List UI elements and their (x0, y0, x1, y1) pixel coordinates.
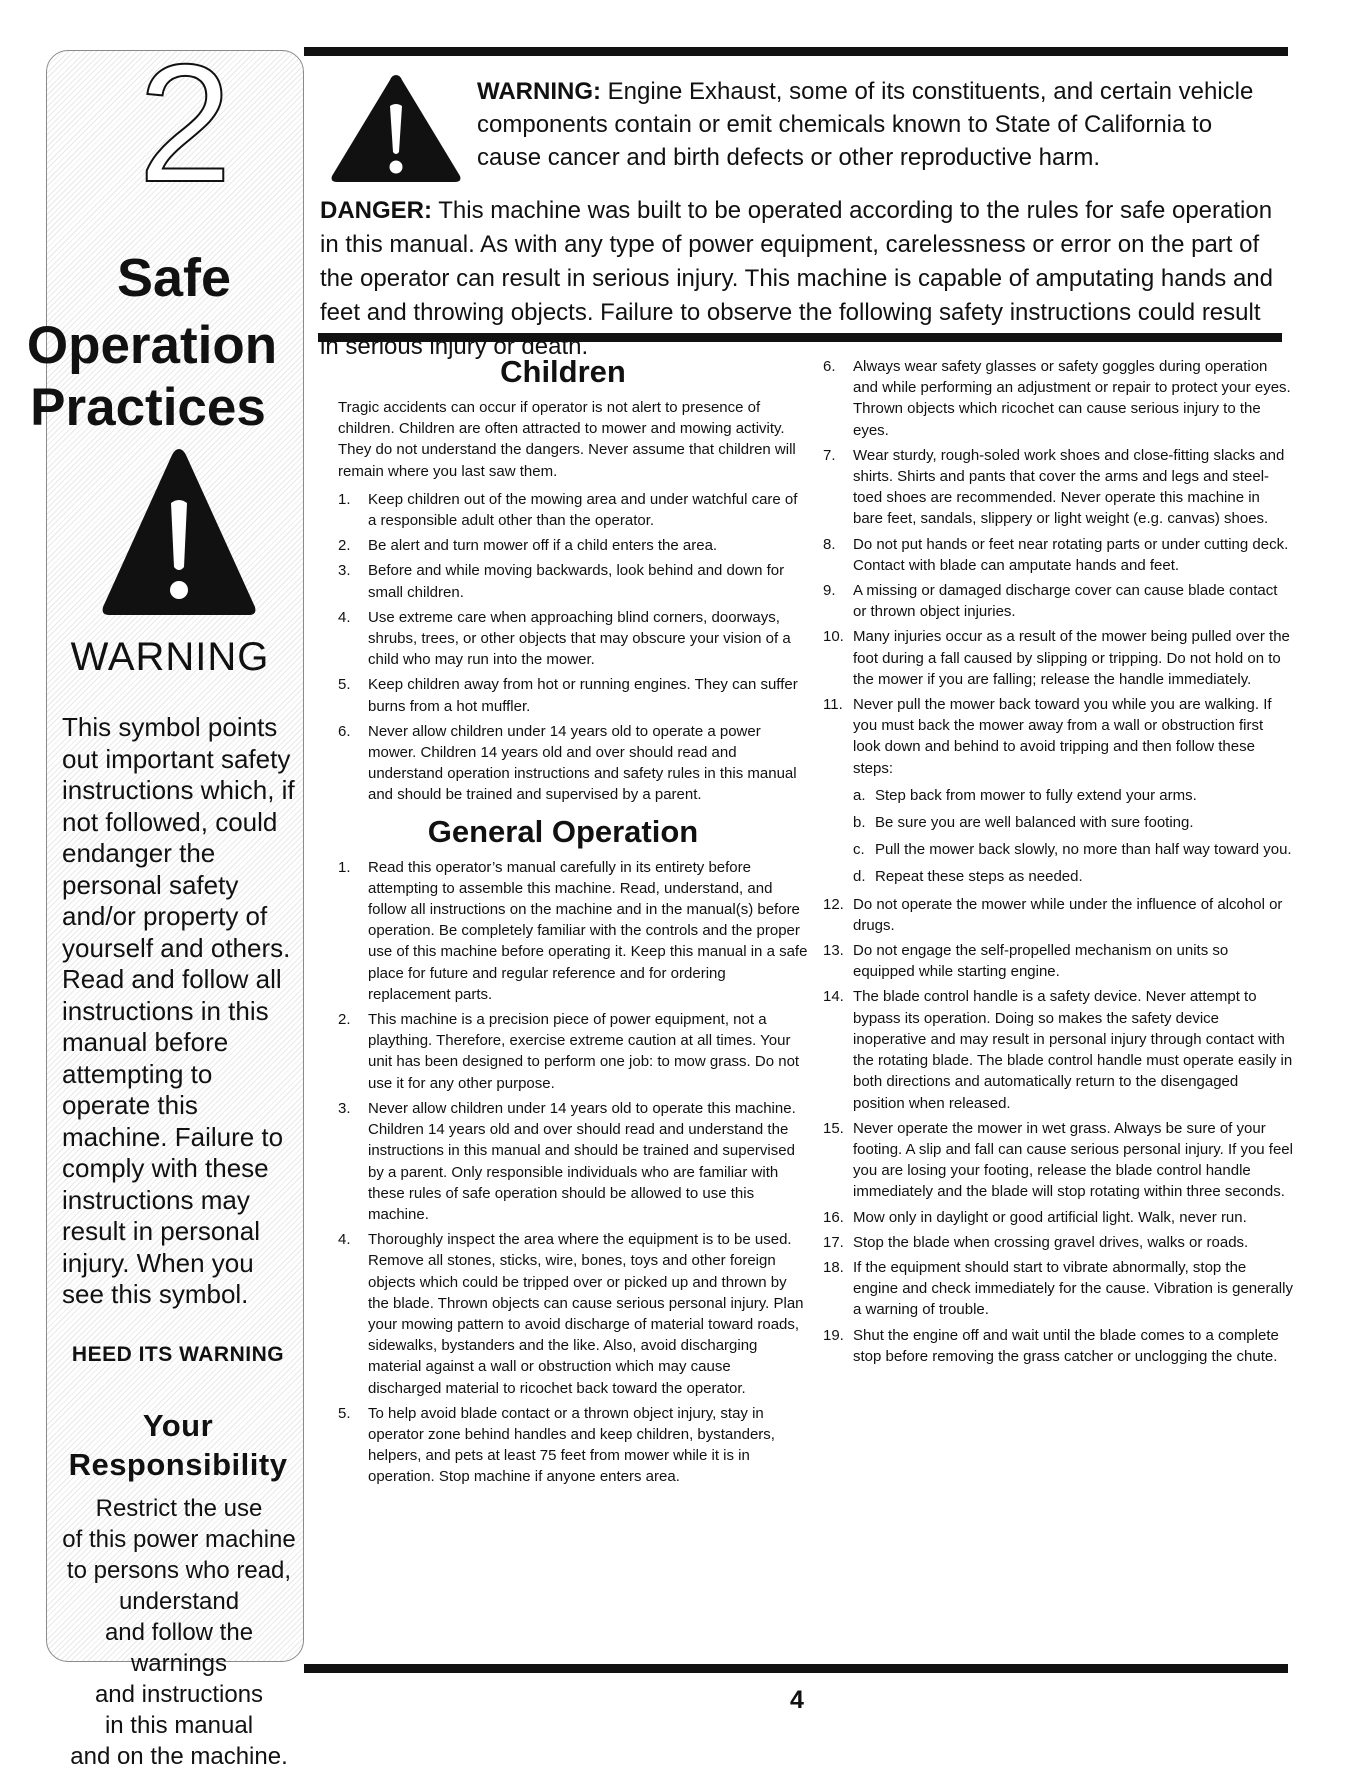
chapter-number: 2 (138, 29, 232, 217)
list-item (823, 1232, 1293, 1253)
list-item (338, 489, 808, 531)
responsibility-title: Responsibility (68, 1447, 288, 1482)
page-number: 4 (790, 1686, 804, 1714)
warning-text: Engine Exhaust, some of its constituents, and certain vehicle components contain or emit chemicals known to State of California to cause cancer and birth defects or other reproductive harm. (477, 78, 1254, 171)
item-number: 15. (823, 1119, 844, 1137)
sub-item (853, 812, 1293, 833)
item-number: 9. (823, 582, 836, 600)
sidebar-title-safe: Safe (116, 248, 232, 308)
item-number: 4. (338, 1231, 351, 1249)
sidebar-warning-body: This symbol points out important safety instructions which, if not followed, could endanger the personal safety and/or property of yourself and others. Read and follow all instructions in this manual before attempting to operate this machine. Failure to comply with these instructions may result in personal injury. When you see this symbol. (62, 712, 295, 1309)
general-operation-list (338, 857, 808, 1488)
sub-item (853, 839, 1293, 860)
item-number: 5. (338, 676, 351, 694)
item-text: Keep children away from hot or running engines. They can suffer burns from a hot muffler. (368, 676, 798, 715)
list-item (823, 894, 1293, 936)
danger-notice (320, 194, 1280, 364)
sidebar-title-practices: Practices (30, 378, 266, 437)
danger-label: DANGER: (320, 197, 432, 224)
sub-item-text: Be sure you are well balanced with sure footing. (875, 814, 1194, 832)
responsibility-line: and instructions (94, 1681, 264, 1708)
responsibility-line: and follow the warnings (104, 1619, 254, 1677)
item-number: 4. (338, 608, 351, 626)
item-number: 10. (823, 628, 844, 646)
warning-triangle-icon (99, 445, 259, 617)
warning-label: WARNING: (477, 78, 601, 105)
item-text: Never operate the mower in wet grass. Always be sure of your footing. A slip and fall can cause serious personal injury. If you feel you are losing your footing, release the blade control handle immediately and the blade will stop rotating within three seconds. (853, 1119, 1293, 1201)
item-number: 5. (338, 1404, 351, 1422)
children-title: Children (500, 354, 626, 389)
list-item (823, 356, 1293, 441)
item-text: Do not operate the mower while under the influence of alcohol or drugs. (853, 895, 1283, 934)
item-number: 18. (823, 1258, 844, 1276)
item-number: 14. (823, 988, 844, 1006)
item-text: The blade control handle is a safety device. Never attempt to bypass its operation. Doing so makes the safety device inoperative and may result in personal injury through contact with the rotating blade. The blade control handle must operate easily in both directions and automatically return to the disengaged position when released. (853, 988, 1293, 1112)
list-item (823, 1207, 1293, 1228)
item-text: Never allow children under 14 years old to operate a power mower. Children 14 years old and over should read and understand operation instructions and safety rules in this manual and should be trained and supervised by a parent. (368, 722, 797, 804)
list-item (823, 1325, 1293, 1367)
responsibility-title-your: Your (142, 1408, 214, 1443)
list-item (823, 940, 1293, 982)
item-number: 17. (823, 1233, 844, 1251)
item-text: Never allow children under 14 years old to operate this machine. Children 14 years old and over should read and understand the instructions in this manual and should be trained and supervised by a parent. Only responsible individuals who are familiar with these rules of safe operation should be allowed to use this machine. (368, 1099, 796, 1223)
sub-item (853, 785, 1293, 806)
item-number: 3. (338, 1099, 351, 1117)
sub-item-letter: c. (853, 841, 865, 859)
sidebar-warning-label: WARNING (70, 635, 270, 679)
item-number: 3. (338, 562, 351, 580)
item-number: 7. (823, 446, 836, 464)
item-text: Stop the blade when crossing gravel drives, walks or roads. (853, 1233, 1249, 1251)
warning-triangle-icon (329, 72, 463, 184)
list-item (338, 535, 808, 556)
item-text: Many injuries occur as a result of the mower being pulled over the foot during a fall caused by slipping or tripping. Do not hold on to the mower if you are falling; release the handle immediately. (853, 628, 1290, 688)
sub-item-letter: d. (853, 868, 866, 886)
sub-item-text: Repeat these steps as needed. (875, 868, 1083, 886)
heed-warning-label: HEED ITS WARNING (71, 1343, 285, 1366)
sub-item (853, 866, 1293, 887)
item-text: Shut the engine off and wait until the blade comes to a complete stop before removing the grass catcher or unclogging the chute. (853, 1326, 1279, 1365)
children-intro: Tragic accidents can occur if operator is not alert to presence of children. Children are often attracted to mower and mowing activity. They do not understand the dangers. Never assume that children will remain where you last saw them. (338, 399, 796, 480)
responsibility-body (54, 1493, 304, 1772)
general-operation-title: General Operation (427, 813, 699, 849)
item-text: Read this operator’s manual carefully in its entirety before attempting to assemble this machine. Read, understand, and follow all instructions on the machine and in the manual(s) before operation. Be completely familiar with the controls and the proper use of this machine before operating it. Keep this manual in a safe place for future and regular reference and for ordering replacement parts. (368, 858, 808, 1003)
item-text: A missing or damaged discharge cover can cause blade contact or thrown object injuries. (853, 582, 1278, 621)
item-number: 2. (338, 537, 351, 555)
item-number: 1. (338, 490, 351, 508)
item-number: 19. (823, 1326, 844, 1344)
item-text: To help avoid blade contact or a thrown object injury, stay in operator zone behind handles and keep children, bystanders, helpers, and pets at least 75 feet from mower while it is in operation. Stop machine if anyone enters area. (368, 1404, 775, 1486)
general-operation-list-continued (823, 356, 1293, 1367)
sidebar-title-operation: Operation (26, 316, 278, 375)
item-number: 8. (823, 535, 836, 553)
list-item (338, 721, 808, 806)
item-number: 2. (338, 1011, 351, 1029)
item-text: Use extreme care when approaching blind corners, doorways, shrubs, trees, or other objects that may obscure your vision of a child who may run into the mower. (368, 608, 791, 669)
list-item (823, 534, 1293, 576)
responsibility-line: and on the machine. (70, 1743, 288, 1770)
list-item (823, 626, 1293, 690)
item-text: Never pull the mower back toward you while you are walking. If you must back the mower away from a wall or obstruction first look down and behind to avoid tripping and then follow these steps: (853, 696, 1272, 777)
sub-item-letter: a. (853, 786, 866, 804)
list-item (338, 674, 808, 716)
item-text: Mow only in daylight or good artificial light. Walk, never run. (853, 1208, 1247, 1226)
item-number: 16. (823, 1208, 844, 1226)
children-list (338, 489, 808, 806)
item-text: Be alert and turn mower off if a child enters the area. (368, 537, 718, 555)
list-item (823, 986, 1293, 1113)
item-text: This machine is a precision piece of power equipment, not a plaything. Therefore, exercise extreme caution at all times. Your unit has been designed to perform one job: to mow grass. Do not use it for any other purpose. (368, 1011, 800, 1092)
item-text: Do not put hands or feet near rotating parts or under cutting deck. Contact with blade can amputate hands and feet. (853, 535, 1289, 574)
item-number: 11. (823, 696, 843, 714)
bottom-rule (304, 1664, 1288, 1673)
sub-item-letter: b. (853, 814, 866, 832)
list-item (338, 607, 808, 671)
list-item (823, 694, 1293, 888)
item-text: Do not engage the self-propelled mechanism on units so equipped while starting engine. (853, 942, 1229, 981)
list-item (338, 857, 808, 1005)
responsibility-line: understand (118, 1588, 240, 1615)
top-rule (304, 47, 1288, 56)
item-number: 1. (338, 858, 351, 876)
sub-item-text: Pull the mower back slowly, no more than half way toward you. (875, 841, 1292, 859)
item-number: 13. (823, 942, 844, 960)
item-text: Wear sturdy, rough-soled work shoes and close-fitting slacks and shirts. Shirts and pants that cover the arms and legs and steel-toed shoes are recommended. Never operate this machine in bare feet, sandals, slippery or light weight (e.g. canvas) shoes. (853, 446, 1285, 528)
list-item (823, 1118, 1293, 1203)
list-item (823, 1257, 1293, 1321)
item-text: Keep children out of the mowing area and under watchful care of a responsible adult other than the operator. (368, 490, 798, 530)
sub-item-text: Step back from mower to fully extend your arms. (875, 786, 1197, 804)
item-text: Always wear safety glasses or safety goggles during operation and while performing an adjustment or repair to protect your eyes. Thrown objects which ricochet can cause serious injury to the eyes. (853, 358, 1291, 439)
list-item (338, 1009, 808, 1094)
item-number: 12. (823, 895, 844, 913)
list-item (823, 580, 1293, 622)
danger-text: This machine was built to be operated according to the rules for safe operation in this manual. As with any type of power equipment, carelessness or error on the part of the operator can result in serious injury. This machine is capable of amputating hands and feet and throwing objects. Failure to observe the following safety instructions could result in serious injury or death. (320, 197, 1273, 360)
responsibility-line: Restrict the use (95, 1495, 263, 1522)
list-item (338, 1098, 808, 1225)
right-column (823, 356, 1293, 1371)
item-text: Before and while moving backwards, look behind and down for small children. (368, 562, 785, 601)
item-number: 6. (338, 722, 351, 740)
california-warning (477, 75, 1277, 174)
list-item (338, 1403, 808, 1488)
item-text: If the equipment should start to vibrate abnormally, stop the engine and check immediately for the cause. Vibration is generally a warning of trouble. (853, 1258, 1293, 1319)
list-item (338, 560, 808, 602)
item-text: Thoroughly inspect the area where the equipment is to be used. Remove all stones, sticks, wire, bones, toys and other foreign objects which could be tripped over or picked up and thrown by the blade. Thrown objects can cause serious personal injury. Plan your mowing pattern to avoid discharge of material toward roads, sidewalks, bystanders and the like. Also, avoid discharging material against a wall or obstruction which may cause discharged material to ricochet back toward the operator. (368, 1231, 804, 1397)
list-item (338, 1229, 808, 1399)
responsibility-line: to persons who read, (66, 1557, 292, 1584)
left-column (338, 352, 808, 1492)
item-number: 6. (823, 358, 836, 375)
backing-steps-list (853, 785, 1293, 888)
list-item (823, 445, 1293, 530)
responsibility-line: of this power machine (62, 1526, 296, 1553)
responsibility-line: in this manual (104, 1712, 254, 1739)
